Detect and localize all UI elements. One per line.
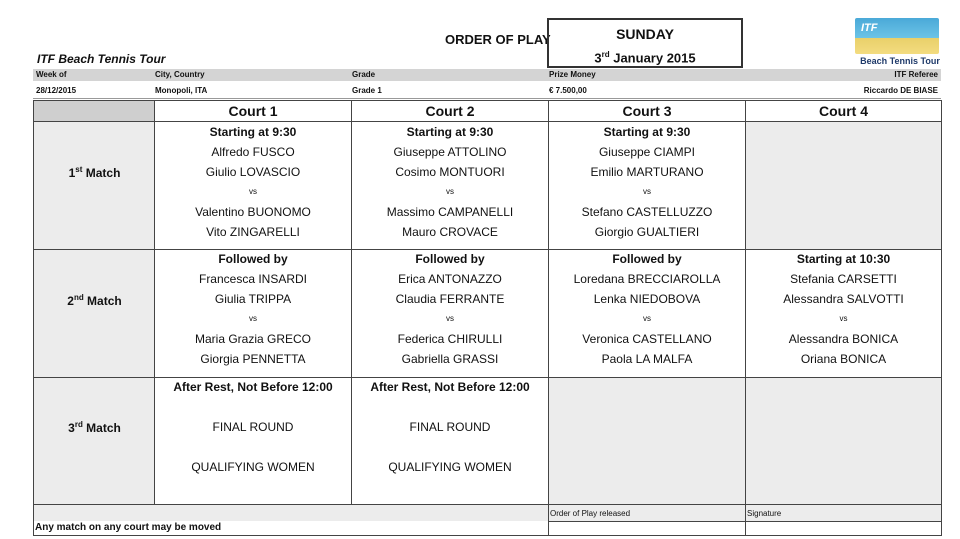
player-name: Massimo CAMPANELLI bbox=[386, 205, 514, 219]
vs-label: vs bbox=[839, 314, 848, 323]
prize-label: Prize Money bbox=[549, 70, 596, 79]
player-name: Federica CHIRULLI bbox=[397, 332, 503, 346]
start-time: Starting at 9:30 bbox=[603, 125, 691, 139]
week-label: Week of bbox=[36, 70, 67, 79]
divider bbox=[33, 504, 942, 505]
player-name: Gabriella GRASSI bbox=[401, 352, 499, 366]
player-name: Valentino BUONOMO bbox=[195, 205, 311, 219]
info-values-bar bbox=[33, 84, 941, 99]
player-name: Veronica CASTELLANO bbox=[582, 332, 712, 346]
player-name: Lenka NIEDOBOVA bbox=[593, 292, 701, 306]
start-time: Starting at 10:30 bbox=[796, 252, 891, 266]
grade-label: Grade bbox=[352, 70, 376, 79]
court2-match2 bbox=[352, 249, 548, 369]
start-time: Followed by bbox=[218, 252, 288, 266]
vs-label: vs bbox=[446, 187, 454, 196]
start-time: Followed by bbox=[612, 252, 682, 266]
vs-label: vs bbox=[643, 187, 651, 196]
court1-match1 bbox=[155, 122, 351, 242]
start-time: Starting at 9:30 bbox=[406, 125, 494, 139]
player-name: Giuseppe CIAMPI bbox=[598, 145, 696, 159]
day-label: SUNDAY bbox=[616, 26, 674, 42]
signature-label: Signature bbox=[747, 509, 782, 518]
start-time: After Rest, Not Before 12:00 bbox=[370, 380, 530, 394]
start-time: Followed by bbox=[415, 252, 485, 266]
court1-match3 bbox=[155, 377, 351, 477]
info-labels-bar bbox=[33, 69, 941, 81]
round-label: FINAL ROUND bbox=[212, 420, 294, 434]
referee-value: Riccardo DE BIASE bbox=[863, 86, 938, 95]
player-name: Giorgio GUALTIERI bbox=[594, 225, 700, 239]
city-label: City, Country bbox=[155, 70, 205, 79]
court4-match2 bbox=[746, 249, 941, 369]
divider bbox=[548, 521, 942, 522]
start-time: Starting at 9:30 bbox=[209, 125, 297, 139]
city-value: Monopoli, ITA bbox=[155, 86, 208, 95]
player-name: Paola LA MALFA bbox=[601, 352, 693, 366]
court3-match1 bbox=[549, 122, 745, 242]
day-date-box bbox=[547, 18, 743, 68]
prize-value: € 7.500,00 bbox=[549, 86, 587, 95]
match-2-label: 2nd Match bbox=[67, 293, 122, 308]
player-name: Giorgia PENNETTA bbox=[200, 352, 306, 366]
round-label: FINAL ROUND bbox=[409, 420, 491, 434]
court1-match2 bbox=[155, 249, 351, 369]
player-name: Erica ANTONAZZO bbox=[398, 272, 502, 286]
tour-title: ITF Beach Tennis Tour bbox=[37, 52, 166, 66]
itf-logo-icon: ITF bbox=[855, 18, 939, 54]
draw-label: QUALIFYING WOMEN bbox=[191, 460, 315, 474]
vs-label: vs bbox=[249, 187, 257, 196]
court-1-header: Court 1 bbox=[228, 103, 278, 119]
court2-match3 bbox=[352, 377, 548, 477]
player-name: Emilio MARTURANO bbox=[590, 165, 704, 179]
player-name: Vito ZINGARELLI bbox=[206, 225, 300, 239]
player-name: Mauro CROVACE bbox=[402, 225, 498, 239]
date-label: 3rd January 2015 bbox=[594, 50, 696, 66]
player-name: Claudia FERRANTE bbox=[395, 292, 505, 306]
player-name: Giulio LOVASCIO bbox=[205, 165, 301, 179]
court4-match1-empty bbox=[746, 122, 941, 249]
vs-label: vs bbox=[446, 314, 454, 323]
court3-match2 bbox=[549, 249, 745, 369]
logo-text: Beach Tennis Tour bbox=[860, 56, 940, 66]
referee-label: ITF Referee bbox=[894, 70, 938, 79]
order-released-label: Order of Play released bbox=[550, 509, 631, 518]
footer-note: Any match on any court may be moved bbox=[35, 522, 222, 533]
player-name: Alfredo FUSCO bbox=[211, 145, 295, 159]
court3-match3-empty bbox=[549, 378, 745, 504]
vs-label: vs bbox=[643, 314, 651, 323]
player-name: Stefania CARSETTI bbox=[790, 272, 897, 286]
court4-match3-empty bbox=[746, 378, 941, 504]
player-name: Maria Grazia GRECO bbox=[194, 332, 312, 346]
vs-label: vs bbox=[249, 314, 257, 323]
player-name: Cosimo MONTUORI bbox=[395, 165, 505, 179]
footer-band bbox=[34, 505, 941, 521]
week-value: 28/12/2015 bbox=[36, 86, 77, 95]
court-2-header: Court 2 bbox=[425, 103, 475, 119]
player-name: Loredana BRECCIAROLLA bbox=[573, 272, 721, 286]
court-3-header: Court 3 bbox=[622, 103, 672, 119]
player-name: Giuseppe ATTOLINO bbox=[393, 145, 507, 159]
corner-cell bbox=[34, 101, 154, 121]
grade-value: Grade 1 bbox=[352, 86, 382, 95]
player-name: Giulia TRIPPA bbox=[214, 292, 292, 306]
player-name: Alessandra SALVOTTI bbox=[783, 292, 904, 306]
court-4-header: Court 4 bbox=[819, 103, 868, 119]
order-of-play-heading: ORDER OF PLAY bbox=[445, 32, 551, 47]
player-name: Alessandra BONICA bbox=[788, 332, 899, 346]
match-1-label: 1st Match bbox=[68, 165, 121, 180]
player-name: Stefano CASTELLUZZO bbox=[581, 205, 713, 219]
court2-match1 bbox=[352, 122, 548, 242]
player-name: Francesca INSARDI bbox=[198, 272, 308, 286]
start-time: After Rest, Not Before 12:00 bbox=[173, 380, 333, 394]
player-name: Oriana BONICA bbox=[800, 352, 887, 366]
draw-label: QUALIFYING WOMEN bbox=[388, 460, 512, 474]
match-3-label: 3rd Match bbox=[68, 420, 121, 435]
